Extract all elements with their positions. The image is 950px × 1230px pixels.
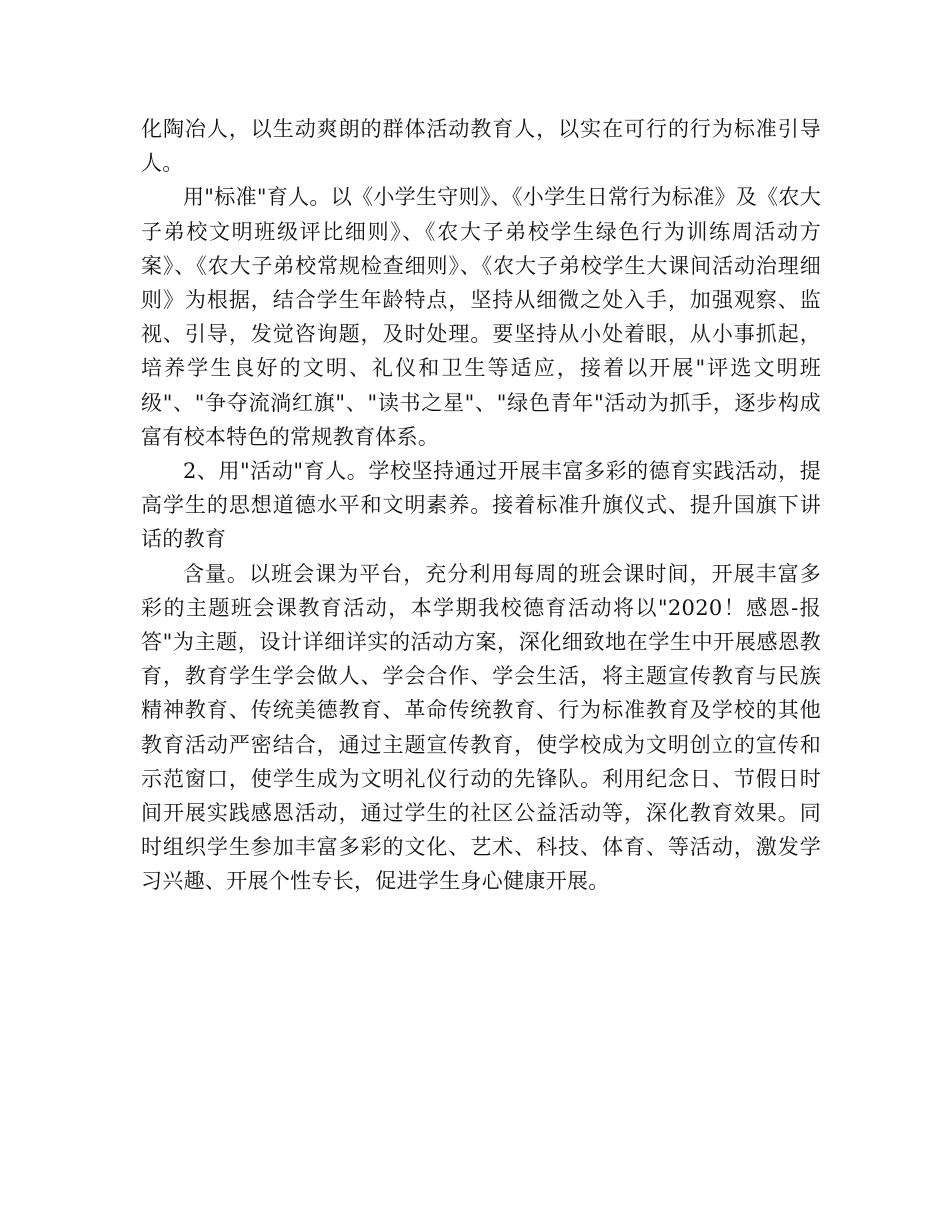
paragraph-activities: 2、用"活动"育人。学校坚持通过开展丰富多彩的德育实践活动，提高学生的思想道德水平和文明素养。接着标准升旗仪式、提升国旗下讲话的教育	[141, 459, 821, 552]
paragraph-standards: 用"标准"育人。以《小学生守则》、《小学生日常行为标准》及《农大子弟校文明班级评比细则》、《农大子弟校学生绿色行为训练周活动方案》、《农大子弟校常规检查细则》、《农大子弟校学生大课间活动治理细则》为根据，结合学生年龄特点，坚持从细微之处入手，加强观察、监视、引导，发觉咨询题，及时处理。要坚持从小处着眼，从小事抓起，培养学生良好的文明、礼仪和卫生等适应，接着以开展"评选文明班级"、"争夺流淌红旗"、"读书之星"、"绿色青年"活动为抓手，逐步构成富有校本特色的常规教育体系。	[141, 185, 821, 449]
paragraph-continuation: 化陶冶人，以生动爽朗的群体活动教育人，以实在可行的行为标准引导人。	[141, 117, 821, 176]
paragraph-class-meeting: 含量。以班会课为平台，充分利用每周的班会课时间，开展丰富多彩的主题班会课教育活动，本学期我校德育活动将以"2020！感恩-报答"为主题，设计详细详实的活动方案，深化细致地在学生中开展感恩教育，教育学生学会做人、学会合作、学会生活，将主题宣传教育与民族精神教育、传统美德教育、革命传统教育、行为标准教育及学校的其他教育活动严密结合，通过主题宣传教育，使学校成为文明创立的宣传和示范窗口，使学生成为文明礼仪行动的先锋队。利用纪念日、节假日时间开展实践感恩活动，通过学生的社区公益活动等，深化教育效果。同时组织学生参加丰富多彩的文化、艺术、科技、体育、等活动，激发学习兴趣、开展个性专长，促进学生身心健康开展。	[141, 561, 821, 894]
document-page	[141, 112, 821, 899]
